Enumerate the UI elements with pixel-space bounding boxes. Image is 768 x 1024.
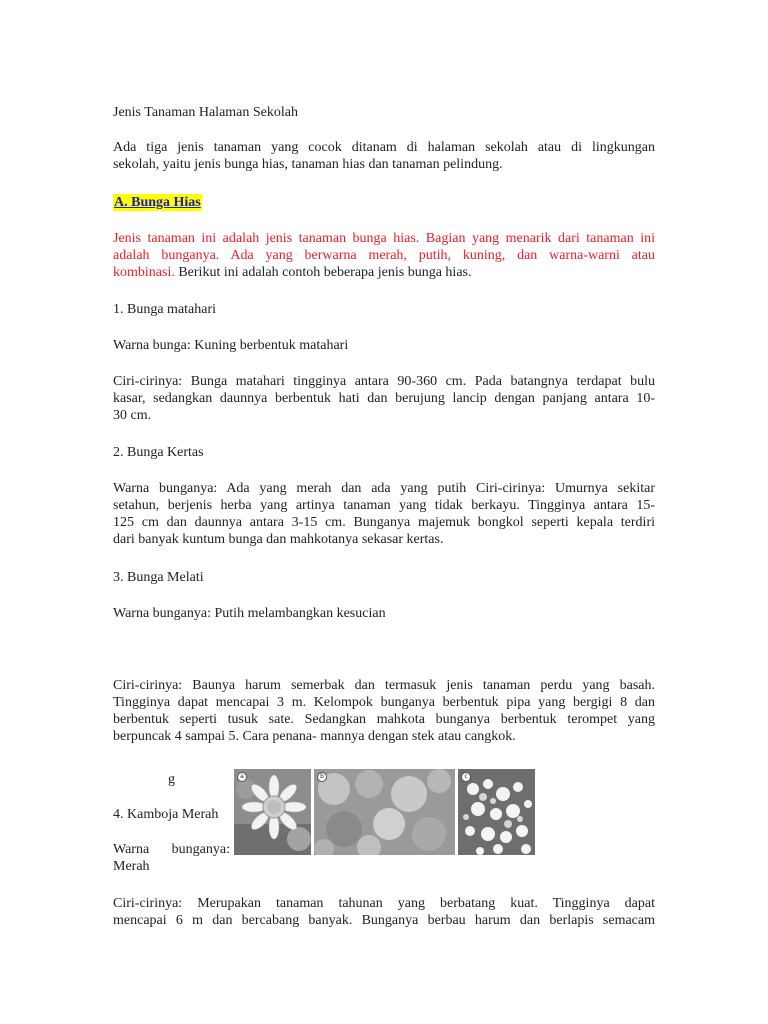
jasmine-image: [458, 769, 535, 855]
item-4-line-1: Ciri-cirinya: Merupakan tanaman tahunan yang berbatang kuat. Tingginya dapat: [113, 896, 655, 911]
bougainvillea-image: [314, 769, 455, 855]
item-2-line-2: setahun, berjenis herba yang artinya tanaman yang tidak berkayu. Tingginya antara 15-: [113, 498, 655, 513]
item-3-line-4: berpuncak 4 sampai 5. Cara penana- mannya dengan stek atau cangkok.: [113, 729, 516, 744]
section-a-heading: A. Bunga Hias: [114, 195, 201, 210]
item-1-title: 1. Bunga matahari: [113, 302, 217, 317]
item-3-title: 3. Bunga Melati: [113, 570, 204, 585]
bougainvillea-photo: [314, 769, 455, 855]
item-4-line-2: mencapai 6 m dan bercabang banyak. Bunganya berbau harum dan berlapis semacam: [113, 913, 655, 928]
section-a-line-3: [113, 264, 655, 281]
sunflower-photo: [234, 769, 311, 855]
item-2-line-1: Warna bunganya: Ada yang merah dan ada yang putih Ciri-cirinya: Umurnya sekitar: [113, 481, 655, 496]
item-3-line-1: Ciri-cirinya: Baunya harum semerbak dan termasuk jenis tanaman perdu yang basah.: [113, 678, 655, 693]
intro-line-1: Ada tiga jenis tanaman yang cocok ditanam di halaman sekolah atau di lingkungan: [113, 140, 655, 155]
section-a-red-line-3: kombinasi.: [113, 265, 175, 280]
jasmine-photo: [458, 769, 535, 855]
section-a-red-line-2: adalah bunganya. Ada yang berwarna merah, putih, kuning, dan warna-warni atau: [113, 248, 655, 263]
item-2-title: 2. Bunga Kertas: [113, 445, 204, 460]
item-4-warna-line-2: Merah: [113, 859, 150, 874]
section-a-red-line-1: Jenis tanaman ini adalah jenis tanaman bunga hias. Bagian yang menarik dari tanaman ini: [113, 231, 655, 246]
photo-label-c: c: [461, 772, 471, 782]
photo-label-b: b: [317, 772, 327, 782]
item-2-line-4: dari banyak kuntum bunga dan mahkotanya sekasar kertas.: [113, 532, 444, 547]
item-2-line-3: 125 cm dan daunnya antara 3-15 cm. Bunganya majemuk bongkol seperti kepala terdiri: [113, 515, 655, 530]
item-3-warna: Warna bunganya: Putih melambangkan kesucian: [113, 606, 386, 621]
item-1-ciri-line-3: 30 cm.: [113, 408, 152, 423]
caption-mark: g: [168, 772, 175, 787]
sunflower-image: [234, 769, 311, 855]
photo-label-a: a: [237, 772, 247, 782]
item-1-ciri-line-2: kasar, sedangkan daunnya berbentuk hati dan berujung lancip dengan panjang antara 10-: [113, 391, 655, 406]
item-1-warna: Warna bunga: Kuning berbentuk matahari: [113, 338, 349, 353]
intro-line-2: sekolah, yaitu jenis bunga hias, tanaman hias dan tanaman pelindung.: [113, 157, 503, 172]
item-1-ciri-line-1: Ciri-cirinya: Bunga matahari tingginya antara 90-360 cm. Pada batangnya terdapat bulu: [113, 374, 655, 389]
section-a-black-line-3: Berikut ini adalah contoh beberapa jenis bunga hias.: [174, 265, 472, 280]
item-4-title: 4. Kamboja Merah: [113, 807, 219, 822]
item-4-warna-line-1: Warna bunganya:: [113, 842, 230, 857]
document-title: Jenis Tanaman Halaman Sekolah: [113, 105, 298, 120]
item-3-line-2: Tingginya dapat mencapai 3 m. Kelompok bunganya berbentuk pipa yang bergigi 8 dan: [113, 695, 655, 710]
item-3-line-3: berbentuk seperti tusuk sate. Sedangkan mahkota bunganya berbentuk terompet yang: [113, 712, 655, 727]
